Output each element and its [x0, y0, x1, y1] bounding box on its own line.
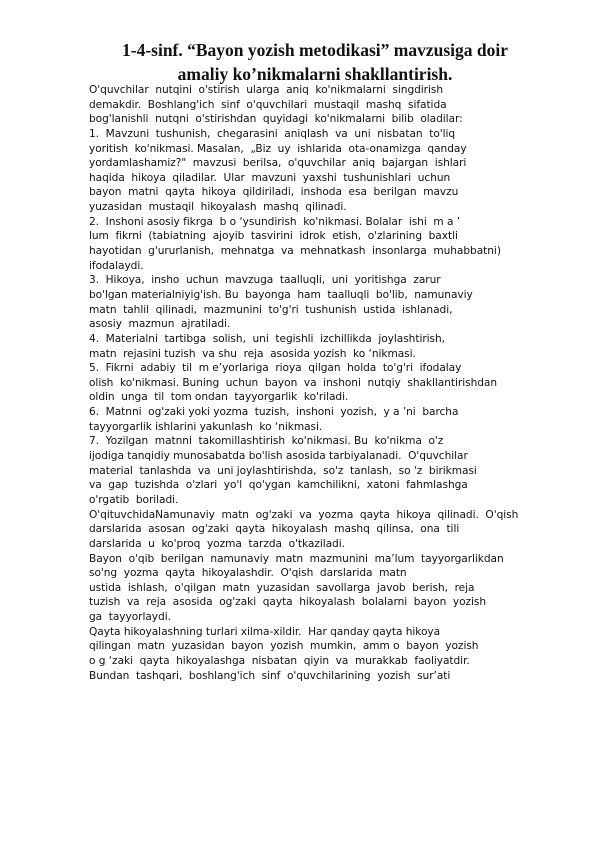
title-line-2: amaliy ko’nikmalarni shakllantirish. — [177, 64, 453, 84]
text-line: yuzasidan mustaqil hikoyalash mashq qilinadi. — [89, 201, 347, 214]
text-line: hayotidan g'ururlanish, mehnatga va mehnatkash insonlarga muhabbatni) — [89, 245, 501, 258]
text-line: O'quvchilar nutqini o'stirish ularga aniq ko'nikmalarni singdirish — [89, 84, 444, 96]
text-line: 3. Hikoya, insho uchun mavzuga taalluqli, uni yoritishga zarur — [89, 274, 441, 287]
text-line: 4. Materialni tartibga solish, uni tegishli izchillikda joylashtirish, — [89, 332, 445, 345]
text-line: bayon matni qayta hikoya qildiriladi, inshoda esa berilgan mavzu — [89, 186, 459, 199]
text-line: ustida ishlash, o'qilgan matn yuzasidan savollarga javob berish, reja — [89, 581, 475, 594]
text-line: Bayon o'qib berilgan namunaviy matn mazmunini ma’lum tayyorgarlikdan — [89, 552, 504, 565]
text-line: olish ko'nikmasi. Buning uchun bayon va inshoni nutqiy shakllantirishdan — [89, 376, 498, 389]
text-line: material tanlashda va uni joylashtirishda, so'z tanlash, so 'z birikmasi — [89, 464, 477, 477]
text-line: va gap tuzishda o'zlari yo'l qo'ygan kamchilikni, xatoni fahmlashga — [89, 479, 468, 492]
text-line: qilingan matn yuzasidan bayon yozish mumkin, amm o bayon yozish — [89, 640, 479, 653]
text-line: darslarida asosan og'zaki qayta hikoyalash mashq qilinsa, ona tili — [89, 523, 460, 536]
text-line: O'qituvchidaNamunaviy matn og'zaki va yozma qayta hikoya qilinadi. O'qish — [89, 508, 519, 521]
text-line: bo'lgan materialniyig'ish. Bu bayonga ham taalluqli bo'lib, namunaviy — [89, 288, 473, 301]
text-line: 7. Yozilgan matnni takomillashtirish ko'nikmasi. Bu ko'nikma o'z — [89, 435, 444, 448]
text-line: 1. Mavzuni tushunish, chegarasini aniqlash va uni nisbatan to'liq — [89, 127, 456, 140]
text-line: 2. Inshoni asosiy fikrga b o ‘ysundirish ko'nikmasi. Bolalar ishi m a ’ — [89, 215, 461, 228]
text-line: 6. Matnni og'zaki yoki yozma tuzish, inshoni yozish, y a ’ni barcha — [89, 406, 459, 419]
text-line: Qayta hikoyalashning turlari xilma-xildir. Har qanday qayta hikoya — [89, 625, 441, 638]
text-line: o'rgatib boriladi. — [89, 493, 179, 506]
text-line: lum fikrni (tabiatning ajoyib tasvirini idrok etish, o'zlarining baxtli — [89, 230, 458, 243]
text-line: so'ng yozma qayta hikoyalashdir. O'qish darslarida matn — [89, 567, 407, 580]
text-line: yoritish ko'nikmasi. Masalan, „Biz uy ishlarida ota-onamizga qanday — [89, 142, 467, 155]
text-line: ijodiga tanqidiy munosabatda bo'lish asosida tarbiyalanadi. O'quvchilar — [89, 450, 468, 463]
document-body — [89, 83, 559, 683]
text-line: ga tayyorlaydi. — [89, 611, 171, 624]
text-line: o g ‘zaki qayta hikoyalashga nisbatan qiyin va murakkab faoliyatdir. — [89, 654, 470, 667]
title-line-1: 1-4-sinf. “Bayon yozish metodikasi” mavzusiga doir — [122, 40, 508, 60]
text-line: haqida hikoya qiladilar. Ular mavzuni yaxshi tushunishlari uchun — [89, 171, 451, 184]
text-line: tayyorgarlik ishlarini yakunlash ko ‘nikmasi. — [89, 420, 323, 433]
text-line: ifodalaydi. — [89, 259, 144, 272]
text-line: demakdir. Boshlang'ich sinf o'quvchilari mustaqil mashq sifatida — [89, 98, 447, 111]
text-line: asosiy mazmun ajratiladi. — [89, 318, 231, 331]
document-title — [70, 38, 560, 86]
text-line: 5. Fikrni adabiy til m e’yorlariga rioya qilgan holda to'g'ri ifodalay — [89, 362, 462, 375]
text-line: tuzish va reja asosida og'zaki qayta hikoyalash bolalarni bayon yozish — [89, 596, 487, 609]
text-line: darslarida u ko'proq yozma tarzda o'tkaziladi. — [89, 537, 345, 550]
text-line: matn tahlil qilinadi, mazmunini to'g'ri tushunish ustida ishlanadi, — [89, 303, 453, 316]
text-line: bog'lanishli nutqni o'stirishdan quyidagi ko'nikmalarni bilib oladilar: — [89, 113, 463, 126]
text-line: yordamlashamiz?" mavzusi berilsa, o'quvchilar aniq bajargan ishlari — [89, 157, 467, 170]
text-line: oldin unga til tom ondan tayyorgarlik ko'riladi. — [89, 391, 349, 404]
text-line: Bundan tashqari, boshlang'ich sinf o'quvchilarining yozish sur’ati — [89, 669, 451, 682]
text-line: matn rejasini tuzish va shu reja asosida yozish ko ‘nikmasi. — [89, 347, 416, 360]
